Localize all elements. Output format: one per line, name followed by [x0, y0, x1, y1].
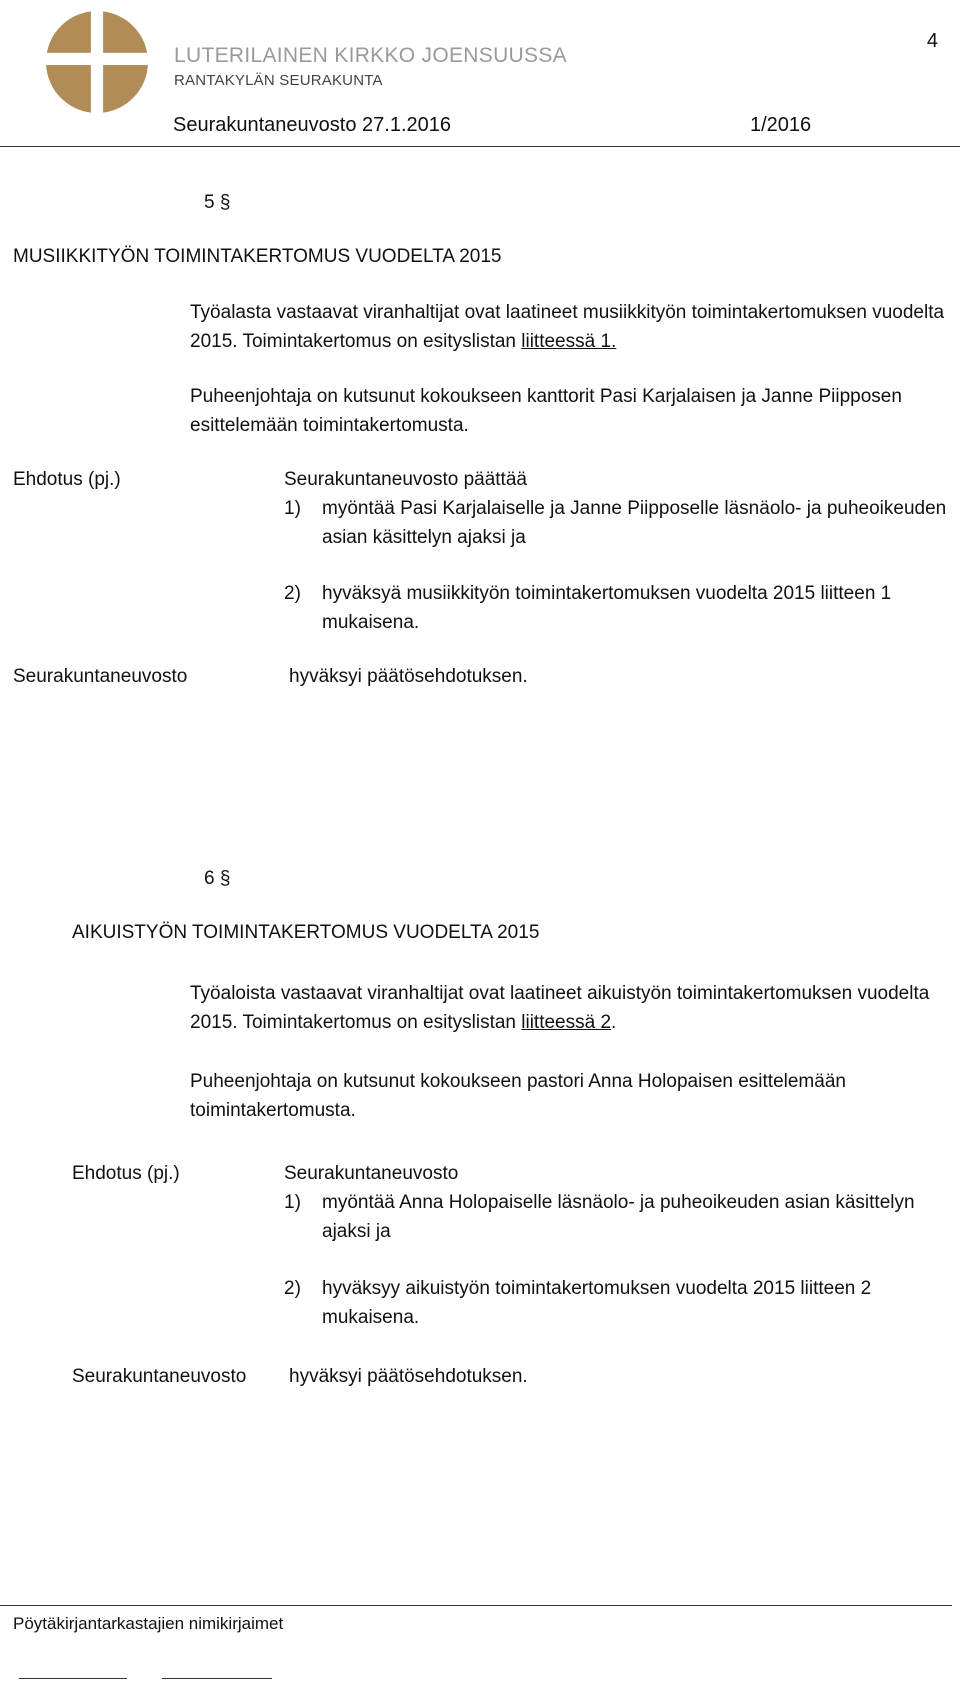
section-6-proposal-intro: Seurakuntaneuvosto	[284, 1163, 459, 1184]
section-5-decision-label: Seurakuntaneuvosto	[13, 666, 188, 687]
initials-line-2	[162, 1678, 272, 1679]
meeting-title: Seurakuntaneuvosto 27.1.2016	[173, 114, 451, 136]
section-6-paragraph-2: Puheenjohtaja on kutsunut kokoukseen pastori Anna Holopaisen esittelemään toimintakertomusta.	[190, 1071, 846, 1121]
section-5-decision-text: hyväksyi päätösehdotuksen.	[289, 666, 528, 687]
initials-label: Pöytäkirjantarkastajien nimikirjaimet	[13, 1614, 284, 1633]
section-6-proposal-label: Ehdotus (pj.)	[72, 1163, 180, 1184]
section-6-decision-label: Seurakuntaneuvosto	[72, 1366, 247, 1387]
section-5-title: MUSIIKKITYÖN TOIMINTAKERTOMUS VUODELTA 2015	[13, 246, 502, 267]
header-divider	[0, 146, 960, 147]
page-number: 4	[926, 30, 938, 52]
section-6-title: AIKUISTYÖN TOIMINTAKERTOMUS VUODELTA 2015	[72, 922, 540, 943]
section-5-paragraph-1: Työalasta vastaavat viranhaltijat ovat laatineet musiikkityön toimintakertomuksen vuodelta 2015. Toimintakertomus on esityslistan liitteessä 1.	[190, 302, 945, 352]
section-5-proposal-label: Ehdotus (pj.)	[13, 469, 121, 490]
section-6-number: 6 §	[204, 868, 231, 889]
attachment-link-1[interactable]: liitteessä 1.	[521, 331, 617, 352]
initials-line-1	[19, 1678, 127, 1679]
church-logo-icon	[46, 11, 148, 113]
issue-number: 1/2016	[750, 114, 812, 136]
section-6-paragraph-1: Työaloista vastaavat viranhaltijat ovat laatineet aikuistyön toimintakertomuksen vuodelta 2015. Toimintakertomus on esityslistan liitteessä 2.	[190, 983, 930, 1033]
footer-divider	[0, 1605, 952, 1606]
org-name: LUTERILAINEN KIRKKO JOENSUUSSA	[174, 44, 567, 67]
section-5-paragraph-2: Puheenjohtaja on kutsunut kokoukseen kanttorit Pasi Karjalaisen ja Janne Piipposen esittelemään toimintakertomusta.	[190, 386, 902, 436]
section-5-number: 5 §	[204, 192, 231, 213]
attachment-link-2[interactable]: liitteessä 2	[521, 1012, 612, 1033]
section-6-decision-text: hyväksyi päätösehdotuksen.	[289, 1366, 528, 1387]
section-5-proposal-intro: Seurakuntaneuvosto päättää	[284, 469, 527, 490]
org-subtitle: RANTAKYLÄN SEURAKUNTA	[174, 72, 383, 89]
